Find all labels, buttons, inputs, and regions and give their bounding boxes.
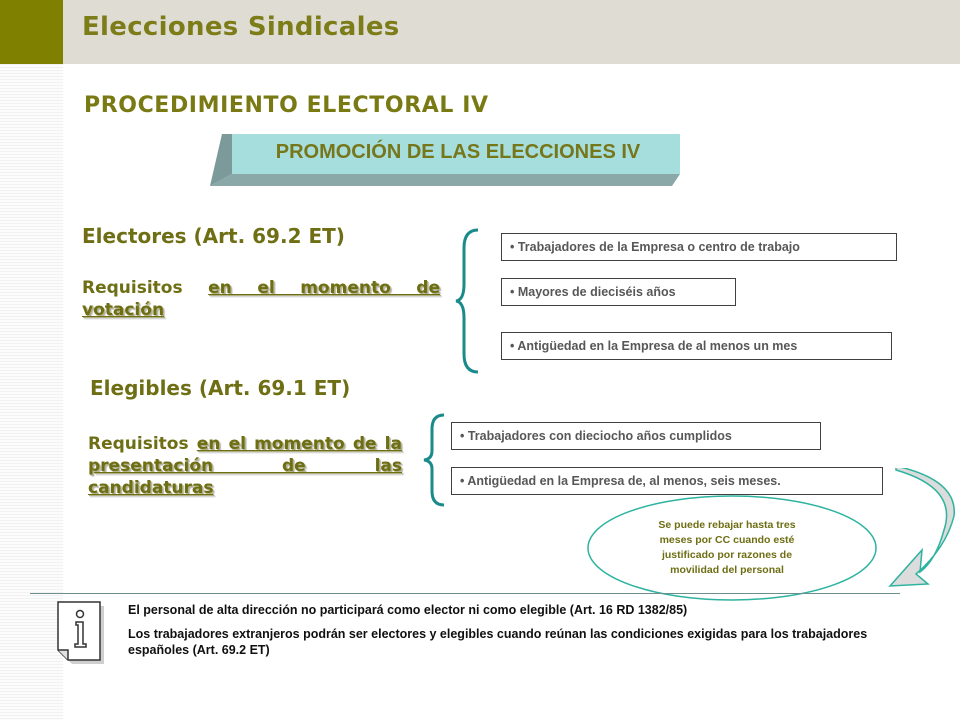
electores-req-prefix: Requisitos: [82, 278, 209, 298]
elegibles-title: Elegibles (Art. 69.1 ET): [90, 376, 351, 400]
info-icon: [54, 600, 112, 668]
page-title: PROCEDIMIENTO ELECTORAL IV: [84, 93, 489, 118]
header-accent-block: [0, 0, 63, 64]
elegibles-req-prefix: Requisitos: [88, 434, 197, 454]
callout-text: Se puede rebajar hasta tres meses por CC cuando esté justificado por razones de movilidad del personal: [658, 519, 796, 576]
elegibles-item: • Trabajadores con dieciocho años cumplidos: [451, 422, 821, 450]
electores-item: • Antigüedad en la Empresa de al menos un mes: [501, 332, 892, 360]
note-extranjeros: Los trabajadores extranjeros podrán ser electores y elegibles cuando reúnan las condiciones exigidas para los trabajadores españoles (Art. 69.2 ET): [128, 627, 868, 657]
section-banner: [210, 134, 684, 188]
app-title: Elecciones Sindicales: [82, 12, 400, 42]
elegibles-brace: [422, 413, 446, 507]
electores-item: • Trabajadores de la Empresa o centro de trabajo: [501, 233, 897, 261]
electores-requirements: [82, 277, 440, 321]
elegibles-item: • Antigüedad en la Empresa de, al menos, seis meses.: [451, 467, 883, 495]
electores-brace: [454, 228, 480, 374]
curved-arrow-icon: [890, 468, 954, 586]
electores-title: Electores (Art. 69.2 ET): [82, 224, 345, 248]
electores-req-emphasis: en el momento de votación: [82, 278, 440, 320]
divider: [30, 593, 900, 594]
electores-item: • Mayores de dieciséis años: [501, 278, 736, 306]
elegibles-req-emphasis: en el momento de la presentación de las candidaturas: [88, 434, 402, 498]
elegibles-requirements: [88, 433, 402, 499]
note-alta-direccion: El personal de alta dirección no participará como elector ni como elegible (Art. 16 RD 1382/85): [128, 603, 688, 617]
banner-label: PROMOCIÓN DE LAS ELECCIONES IV: [275, 141, 641, 163]
